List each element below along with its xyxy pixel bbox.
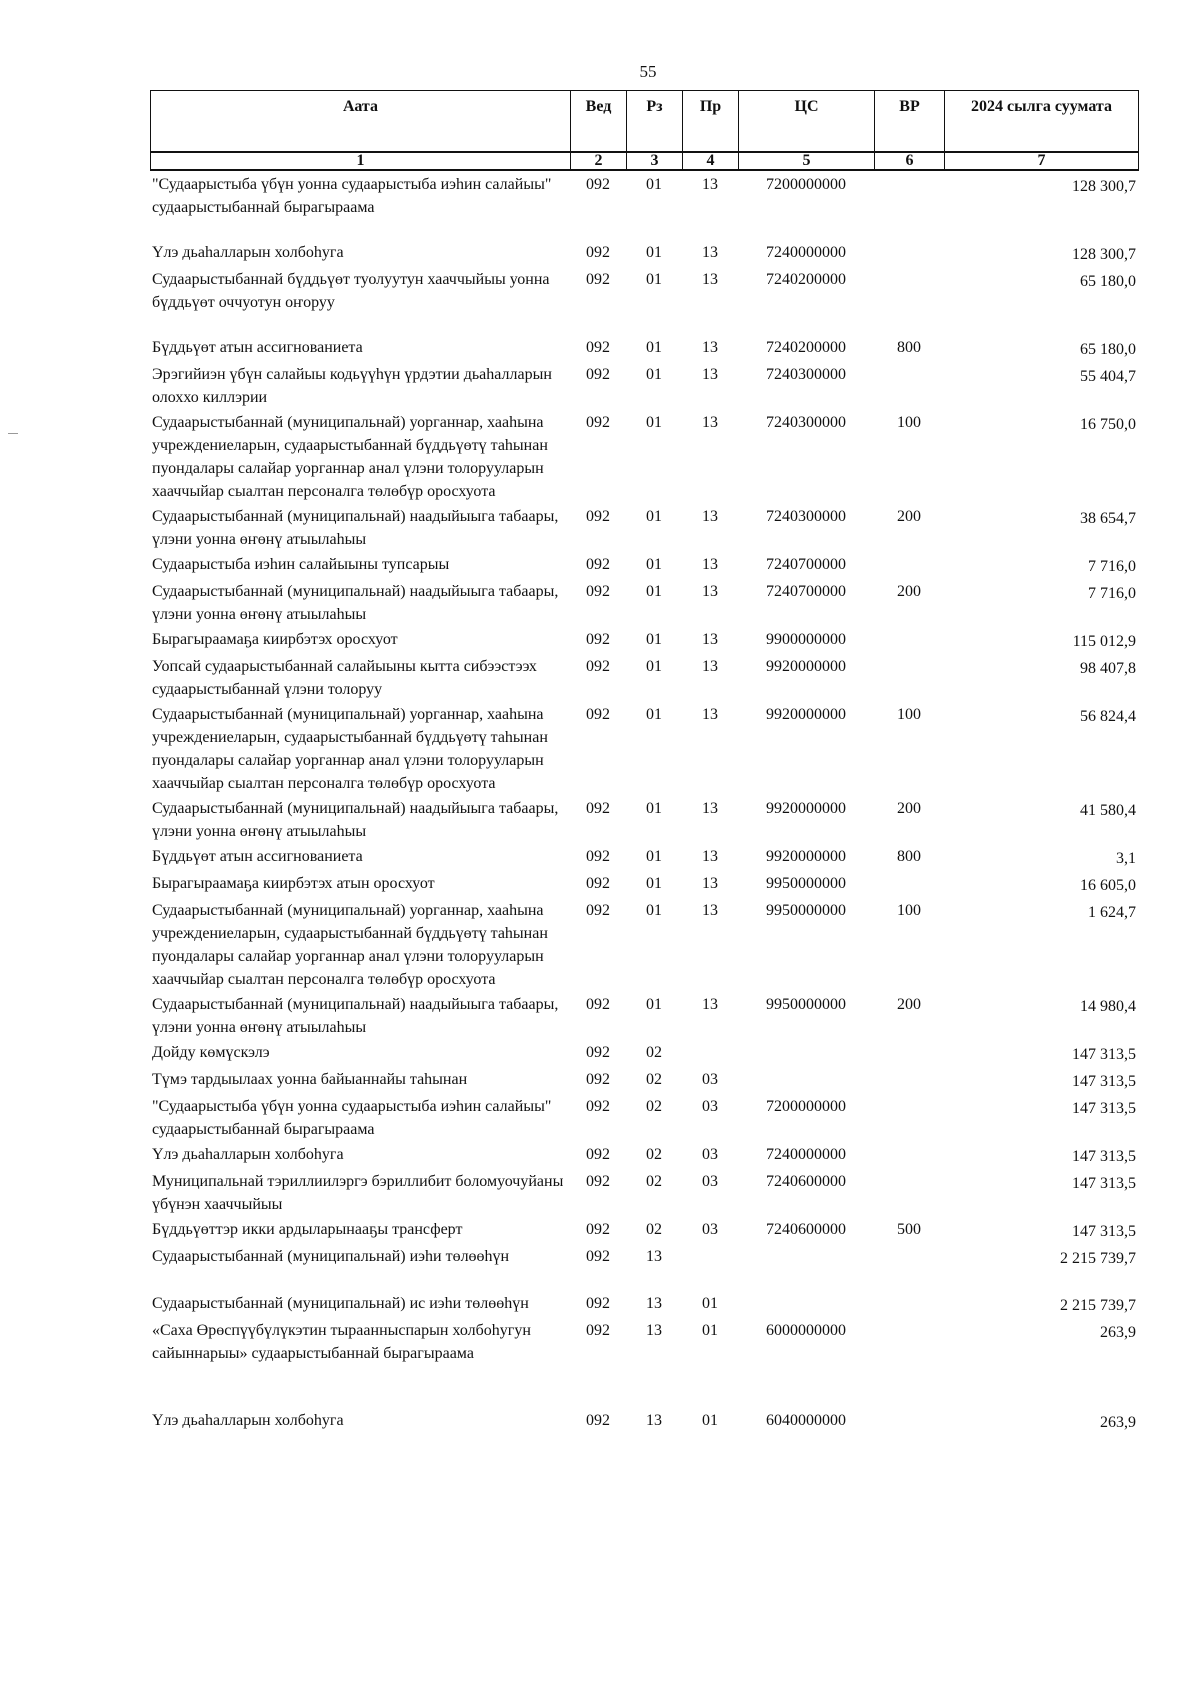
row-cs: 7240300000 bbox=[766, 366, 846, 383]
row-rz: 13 bbox=[646, 1248, 662, 1265]
row-amount bbox=[944, 1170, 1138, 1218]
row-name: Түмэ тардыылаах уонна байыаннайы таһынан bbox=[152, 1071, 468, 1088]
row-rz: 02 bbox=[646, 1044, 662, 1061]
row-amount-value: 56 824,4 bbox=[1080, 708, 1136, 725]
table-row bbox=[150, 899, 1138, 993]
row-cs: 9950000000 bbox=[766, 902, 846, 919]
row-amount-value: 3,1 bbox=[1116, 850, 1136, 867]
row-pr: 13 bbox=[702, 176, 718, 193]
row-vr bbox=[874, 1068, 944, 1095]
column-number: 4 bbox=[683, 152, 739, 170]
row-rz: 13 bbox=[646, 1322, 662, 1339]
table-row bbox=[150, 1218, 1138, 1245]
row-rz: 01 bbox=[646, 658, 662, 675]
table-body bbox=[150, 173, 1138, 1436]
row-pr bbox=[682, 1245, 738, 1292]
row-vr bbox=[874, 553, 944, 580]
row-pr: 13 bbox=[702, 996, 718, 1013]
row-name: Уопсай судаарыстыбаннай салайыыны кытта сибээстээх судаарыстыбаннай үлэни толоруу bbox=[152, 658, 537, 698]
row-rz: 01 bbox=[646, 271, 662, 288]
row-rz: 01 bbox=[646, 339, 662, 356]
row-amount-value: 14 980,4 bbox=[1080, 998, 1136, 1015]
row-cs: 7240300000 bbox=[766, 414, 846, 431]
row-name: "Судаарыстыба үбүн уонна судаарыстыба иэһин салайыы" судаарыстыбаннай бырагыраама bbox=[152, 176, 552, 216]
row-ved: 092 bbox=[586, 996, 610, 1013]
table-row bbox=[150, 1292, 1138, 1319]
row-vr: 200 bbox=[897, 508, 921, 525]
row-amount-value: 16 605,0 bbox=[1080, 877, 1136, 894]
row-vr bbox=[874, 1170, 944, 1218]
row-rz: 01 bbox=[646, 875, 662, 892]
row-ved: 092 bbox=[586, 1098, 610, 1115]
row-cs: 6040000000 bbox=[766, 1412, 846, 1429]
row-cs: 9920000000 bbox=[766, 848, 846, 865]
table-header bbox=[150, 90, 1139, 171]
row-amount bbox=[944, 1409, 1138, 1436]
row-amount-value: 38 654,7 bbox=[1080, 510, 1136, 527]
row-pr: 03 bbox=[702, 1173, 718, 1190]
row-pr: 01 bbox=[702, 1412, 718, 1429]
table-row bbox=[150, 1245, 1138, 1292]
row-ved: 092 bbox=[586, 848, 610, 865]
row-amount-value: 65 180,0 bbox=[1080, 341, 1136, 358]
row-amount-value: 147 313,5 bbox=[1072, 1223, 1136, 1240]
column-number: 3 bbox=[627, 152, 683, 170]
row-amount bbox=[944, 993, 1138, 1041]
row-rz: 02 bbox=[646, 1071, 662, 1088]
column-number: 6 bbox=[875, 152, 945, 170]
row-ved: 092 bbox=[586, 1322, 610, 1339]
table-row bbox=[150, 173, 1138, 241]
row-pr: 13 bbox=[702, 414, 718, 431]
row-amount bbox=[944, 173, 1138, 241]
row-pr: 13 bbox=[702, 658, 718, 675]
row-amount-value: 128 300,7 bbox=[1072, 178, 1136, 195]
row-ved: 092 bbox=[586, 583, 610, 600]
row-cs: 9950000000 bbox=[766, 996, 846, 1013]
row-rz: 01 bbox=[646, 176, 662, 193]
row-amount bbox=[944, 899, 1138, 993]
table-row bbox=[150, 1068, 1138, 1095]
row-ved: 092 bbox=[586, 271, 610, 288]
header-vr: ВР bbox=[875, 91, 945, 153]
column-number: 1 bbox=[151, 152, 571, 170]
row-amount bbox=[944, 1041, 1138, 1068]
row-cs: 7240000000 bbox=[766, 244, 846, 261]
row-ved: 092 bbox=[586, 556, 610, 573]
header-pr: Пр bbox=[683, 91, 739, 153]
row-amount-value: 147 313,5 bbox=[1072, 1175, 1136, 1192]
row-vr bbox=[874, 173, 944, 241]
row-rz: 02 bbox=[646, 1146, 662, 1163]
row-amount-value: 147 313,5 bbox=[1072, 1148, 1136, 1165]
table-row bbox=[150, 1170, 1138, 1218]
row-amount bbox=[944, 1218, 1138, 1245]
row-vr: 200 bbox=[897, 996, 921, 1013]
row-rz: 01 bbox=[646, 508, 662, 525]
row-amount bbox=[944, 655, 1138, 703]
row-amount-value: 147 313,5 bbox=[1072, 1073, 1136, 1090]
row-rz: 01 bbox=[646, 631, 662, 648]
row-amount bbox=[944, 797, 1138, 845]
row-amount bbox=[944, 241, 1138, 268]
row-ved: 092 bbox=[586, 1146, 610, 1163]
row-pr: 13 bbox=[702, 556, 718, 573]
row-amount bbox=[944, 553, 1138, 580]
table-row bbox=[150, 993, 1138, 1041]
header-name: Аата bbox=[151, 91, 571, 153]
row-ved: 092 bbox=[586, 706, 610, 723]
row-ved: 092 bbox=[586, 414, 610, 431]
row-ved: 092 bbox=[586, 176, 610, 193]
row-amount bbox=[944, 1143, 1138, 1170]
row-rz: 13 bbox=[646, 1412, 662, 1429]
row-amount-value: 41 580,4 bbox=[1080, 802, 1136, 819]
row-amount bbox=[944, 1319, 1138, 1409]
row-vr bbox=[874, 268, 944, 336]
row-amount bbox=[944, 872, 1138, 899]
row-pr: 03 bbox=[702, 1098, 718, 1115]
row-amount-value: 55 404,7 bbox=[1080, 368, 1136, 385]
row-ved: 092 bbox=[586, 1221, 610, 1238]
row-rz: 01 bbox=[646, 996, 662, 1013]
row-vr bbox=[874, 1095, 944, 1143]
row-name: Судаарыстыбаннай (муниципальнай) наадыйыыга табаары, үлэни уонна өҥөнү атыылаһыы bbox=[152, 508, 559, 548]
row-name: "Судаарыстыба үбүн уонна судаарыстыба иэһин салайыы" судаарыстыбаннай бырагыраама bbox=[152, 1098, 552, 1138]
margin-mark bbox=[8, 433, 18, 434]
row-ved: 092 bbox=[586, 658, 610, 675]
row-cs: 9920000000 bbox=[766, 706, 846, 723]
row-cs: 7240300000 bbox=[766, 508, 846, 525]
row-name: Судаарыстыбаннай (муниципальнай) наадыйыыга табаары, үлэни уонна өҥөнү атыылаһыы bbox=[152, 800, 559, 840]
row-amount-value: 115 012,9 bbox=[1072, 633, 1136, 650]
row-vr bbox=[874, 655, 944, 703]
row-name: Бүддьүөттэр икки ардыларынааҕы трансферт bbox=[152, 1221, 463, 1238]
header-cs: ЦС bbox=[739, 91, 875, 153]
row-ved: 092 bbox=[586, 800, 610, 817]
row-name: «Саха Өрөспүүбүлүкэтин тыраанныспарын холбоһугун сайыннарыы» судаарыстыбаннай бырагыраама bbox=[152, 1322, 531, 1362]
row-amount bbox=[944, 580, 1138, 628]
row-vr: 100 bbox=[897, 706, 921, 723]
row-ved: 092 bbox=[586, 1295, 610, 1312]
header-ved: Вед bbox=[571, 91, 627, 153]
row-amount-value: 7 716,0 bbox=[1088, 585, 1136, 602]
row-name: Үлэ дьаһалларын холбоһуга bbox=[152, 1146, 344, 1163]
row-name: Судаарыстыбаннай (муниципальнай) иэһи төлөөһүн bbox=[152, 1248, 510, 1265]
row-amount-value: 263,9 bbox=[1100, 1414, 1136, 1431]
row-amount-value: 1 624,7 bbox=[1088, 904, 1136, 921]
column-number: 2 bbox=[571, 152, 627, 170]
row-cs: 7240600000 bbox=[766, 1173, 846, 1190]
table-row bbox=[150, 1095, 1138, 1143]
page-number: 55 bbox=[639, 62, 657, 81]
row-vr bbox=[874, 872, 944, 899]
row-pr: 13 bbox=[702, 875, 718, 892]
row-vr bbox=[874, 241, 944, 268]
row-amount-value: 98 407,8 bbox=[1080, 660, 1136, 677]
row-cs: 7240000000 bbox=[766, 1146, 846, 1163]
table-row bbox=[150, 553, 1138, 580]
row-pr: 13 bbox=[702, 800, 718, 817]
row-pr: 03 bbox=[702, 1146, 718, 1163]
table-row bbox=[150, 1143, 1138, 1170]
row-vr: 200 bbox=[897, 800, 921, 817]
table-row bbox=[150, 1409, 1138, 1436]
row-vr: 800 bbox=[897, 339, 921, 356]
table-row bbox=[150, 411, 1138, 505]
row-cs: 7240200000 bbox=[766, 271, 846, 288]
row-name: Судаарыстыбаннай (муниципальнай) ис иэһи төлөөһүн bbox=[152, 1295, 529, 1312]
table-row bbox=[150, 268, 1138, 336]
row-pr: 01 bbox=[702, 1295, 718, 1312]
row-name: Эрэгийиэн үбүн салайыы кодьүүһүн үрдэтии дьаһалларын олоххо киллэрии bbox=[152, 366, 552, 406]
row-amount bbox=[944, 1245, 1138, 1292]
row-amount-value: 65 180,0 bbox=[1080, 273, 1136, 290]
row-rz: 01 bbox=[646, 414, 662, 431]
row-amount-value: 263,9 bbox=[1100, 1324, 1136, 1341]
row-rz: 01 bbox=[646, 706, 662, 723]
row-amount bbox=[944, 628, 1138, 655]
row-vr bbox=[874, 363, 944, 411]
row-amount-value: 16 750,0 bbox=[1080, 416, 1136, 433]
row-cs: 9950000000 bbox=[766, 875, 846, 892]
table-row bbox=[150, 703, 1138, 797]
row-name: Бүддьүөт атын ассигнованиета bbox=[152, 848, 363, 865]
row-amount bbox=[944, 411, 1138, 505]
row-rz: 01 bbox=[646, 556, 662, 573]
row-name: Бырагыраамаҕа киирбэтэх оросхуот bbox=[152, 631, 398, 648]
table-row bbox=[150, 1319, 1138, 1409]
row-ved: 092 bbox=[586, 902, 610, 919]
row-name: Судаарыстыбаннай (муниципальнай) уорганнар, хааһына учреждениеларын, судаарыстыбаннай бүддьүөтү таһынан пуондалары салайар уорганнар анал үлэни толорууларын хааччыйар сыалтан персоналга төлөбүр оросхуота bbox=[152, 706, 548, 792]
row-amount bbox=[944, 363, 1138, 411]
row-rz: 01 bbox=[646, 848, 662, 865]
row-vr bbox=[874, 1041, 944, 1068]
row-vr: 100 bbox=[897, 902, 921, 919]
row-name: Судаарыстыбаннай (муниципальнай) уорганнар, хааһына учреждениеларын, судаарыстыбаннай бүддьүөтү таһынан пуондалары салайар уорганнар анал үлэни толорууларын хааччыйар сыалтан персоналга төлөбүр оросхуота bbox=[152, 414, 548, 500]
row-amount-value: 147 313,5 bbox=[1072, 1100, 1136, 1117]
row-cs: 7240700000 bbox=[766, 583, 846, 600]
row-amount-value: 147 313,5 bbox=[1072, 1046, 1136, 1063]
table-row bbox=[150, 797, 1138, 845]
row-ved: 092 bbox=[586, 1248, 610, 1265]
row-name: Судаарыстыбаннай (муниципальнай) наадыйыыга табаары, үлэни уонна өҥөнү атыылаһыы bbox=[152, 996, 559, 1036]
row-amount bbox=[944, 505, 1138, 553]
row-amount-value: 2 215 739,7 bbox=[1060, 1297, 1136, 1314]
table-row bbox=[150, 505, 1138, 553]
row-cs: 7240200000 bbox=[766, 339, 846, 356]
row-ved: 092 bbox=[586, 508, 610, 525]
row-ved: 092 bbox=[586, 1412, 610, 1429]
row-vr bbox=[874, 1292, 944, 1319]
row-pr: 13 bbox=[702, 583, 718, 600]
row-name: Судаарыстыбаннай (муниципальнай) уорганнар, хааһына учреждениеларын, судаарыстыбаннай бүддьүөтү таһынан пуондалары салайар уорганнар анал үлэни толорууларын хааччыйар сыалтан персоналга төлөбүр оросхуота bbox=[152, 902, 548, 988]
row-vr: 800 bbox=[897, 848, 921, 865]
row-name: Дойду көмүскэлэ bbox=[152, 1044, 270, 1061]
table-row bbox=[150, 628, 1138, 655]
row-cs: 7240700000 bbox=[766, 556, 846, 573]
row-amount bbox=[944, 1068, 1138, 1095]
row-ved: 092 bbox=[586, 1044, 610, 1061]
row-pr: 13 bbox=[702, 848, 718, 865]
row-amount bbox=[944, 1292, 1138, 1319]
row-cs: 7200000000 bbox=[766, 1098, 846, 1115]
row-amount bbox=[944, 703, 1138, 797]
row-amount bbox=[944, 845, 1138, 872]
row-vr: 500 bbox=[897, 1221, 921, 1238]
row-pr: 01 bbox=[702, 1322, 718, 1339]
table-row bbox=[150, 1041, 1138, 1068]
row-cs: 6000000000 bbox=[766, 1322, 846, 1339]
table-row bbox=[150, 845, 1138, 872]
row-ved: 092 bbox=[586, 366, 610, 383]
row-ved: 092 bbox=[586, 1071, 610, 1088]
row-vr bbox=[874, 1319, 944, 1409]
row-pr: 13 bbox=[702, 244, 718, 261]
row-cs: 7240600000 bbox=[766, 1221, 846, 1238]
row-cs bbox=[738, 1245, 874, 1292]
row-rz: 01 bbox=[646, 366, 662, 383]
row-pr: 13 bbox=[702, 631, 718, 648]
row-cs bbox=[738, 1292, 874, 1319]
row-cs: 7200000000 bbox=[766, 176, 846, 193]
column-number: 7 bbox=[945, 152, 1139, 170]
header-amount: 2024 сылга суумата bbox=[945, 91, 1139, 153]
row-vr: 200 bbox=[897, 583, 921, 600]
row-pr: 13 bbox=[702, 366, 718, 383]
row-amount bbox=[944, 1095, 1138, 1143]
row-amount-value: 128 300,7 bbox=[1072, 246, 1136, 263]
row-name: Үлэ дьаһалларын холбоһуга bbox=[152, 1412, 344, 1429]
budget-table bbox=[150, 90, 1138, 1436]
row-rz: 02 bbox=[646, 1221, 662, 1238]
column-number: 5 bbox=[739, 152, 875, 170]
row-pr: 13 bbox=[702, 508, 718, 525]
row-amount bbox=[944, 268, 1138, 336]
row-name: Бырагыраамаҕа киирбэтэх атын оросхуот bbox=[152, 875, 435, 892]
table-row bbox=[150, 336, 1138, 363]
row-vr bbox=[874, 1143, 944, 1170]
row-rz: 13 bbox=[646, 1295, 662, 1312]
row-rz: 01 bbox=[646, 244, 662, 261]
row-vr bbox=[874, 628, 944, 655]
row-rz: 02 bbox=[646, 1098, 662, 1115]
row-name: Муниципальнай тэриллиилэргэ бэриллибит боломуочуйаны үбүнэн хааччыйыы bbox=[152, 1173, 564, 1213]
row-pr: 13 bbox=[702, 706, 718, 723]
row-cs bbox=[738, 1068, 874, 1095]
table-row bbox=[150, 655, 1138, 703]
row-ved: 092 bbox=[586, 339, 610, 356]
row-name: Судаарыстыбаннай (муниципальнай) наадыйыыга табаары, үлэни уонна өҥөнү атыылаһыы bbox=[152, 583, 559, 623]
row-pr: 13 bbox=[702, 339, 718, 356]
row-amount-value: 2 215 739,7 bbox=[1060, 1250, 1136, 1267]
row-vr bbox=[874, 1245, 944, 1292]
row-pr: 03 bbox=[702, 1221, 718, 1238]
row-rz: 01 bbox=[646, 583, 662, 600]
row-rz: 01 bbox=[646, 902, 662, 919]
row-name: Судаарыстыбаннай бүддьүөт туолуутун хааччыйыы уонна бүддьүөт оччуотун оҥоруу bbox=[152, 271, 550, 311]
row-pr: 13 bbox=[702, 271, 718, 288]
row-cs: 9920000000 bbox=[766, 658, 846, 675]
row-cs: 9920000000 bbox=[766, 800, 846, 817]
row-vr bbox=[874, 1409, 944, 1436]
row-cs bbox=[738, 1041, 874, 1068]
row-vr: 100 bbox=[897, 414, 921, 431]
row-rz: 01 bbox=[646, 800, 662, 817]
row-cs: 9900000000 bbox=[766, 631, 846, 648]
row-ved: 092 bbox=[586, 1173, 610, 1190]
row-ved: 092 bbox=[586, 875, 610, 892]
row-ved: 092 bbox=[586, 244, 610, 261]
row-name: Үлэ дьаһалларын холбоһуга bbox=[152, 244, 344, 261]
row-pr: 03 bbox=[702, 1071, 718, 1088]
header-rz: Рз bbox=[627, 91, 683, 153]
row-name: Судаарыстыба иэһин салайыыны тупсарыы bbox=[152, 556, 450, 573]
row-ved: 092 bbox=[586, 631, 610, 648]
table-row bbox=[150, 363, 1138, 411]
row-amount-value: 7 716,0 bbox=[1088, 558, 1136, 575]
row-pr: 13 bbox=[702, 902, 718, 919]
table-row bbox=[150, 872, 1138, 899]
table-row bbox=[150, 241, 1138, 268]
table-row bbox=[150, 580, 1138, 628]
table-rows bbox=[150, 173, 1138, 1436]
row-amount bbox=[944, 336, 1138, 363]
row-name: Бүддьүөт атын ассигнованиета bbox=[152, 339, 363, 356]
row-pr bbox=[682, 1041, 738, 1068]
row-rz: 02 bbox=[646, 1173, 662, 1190]
